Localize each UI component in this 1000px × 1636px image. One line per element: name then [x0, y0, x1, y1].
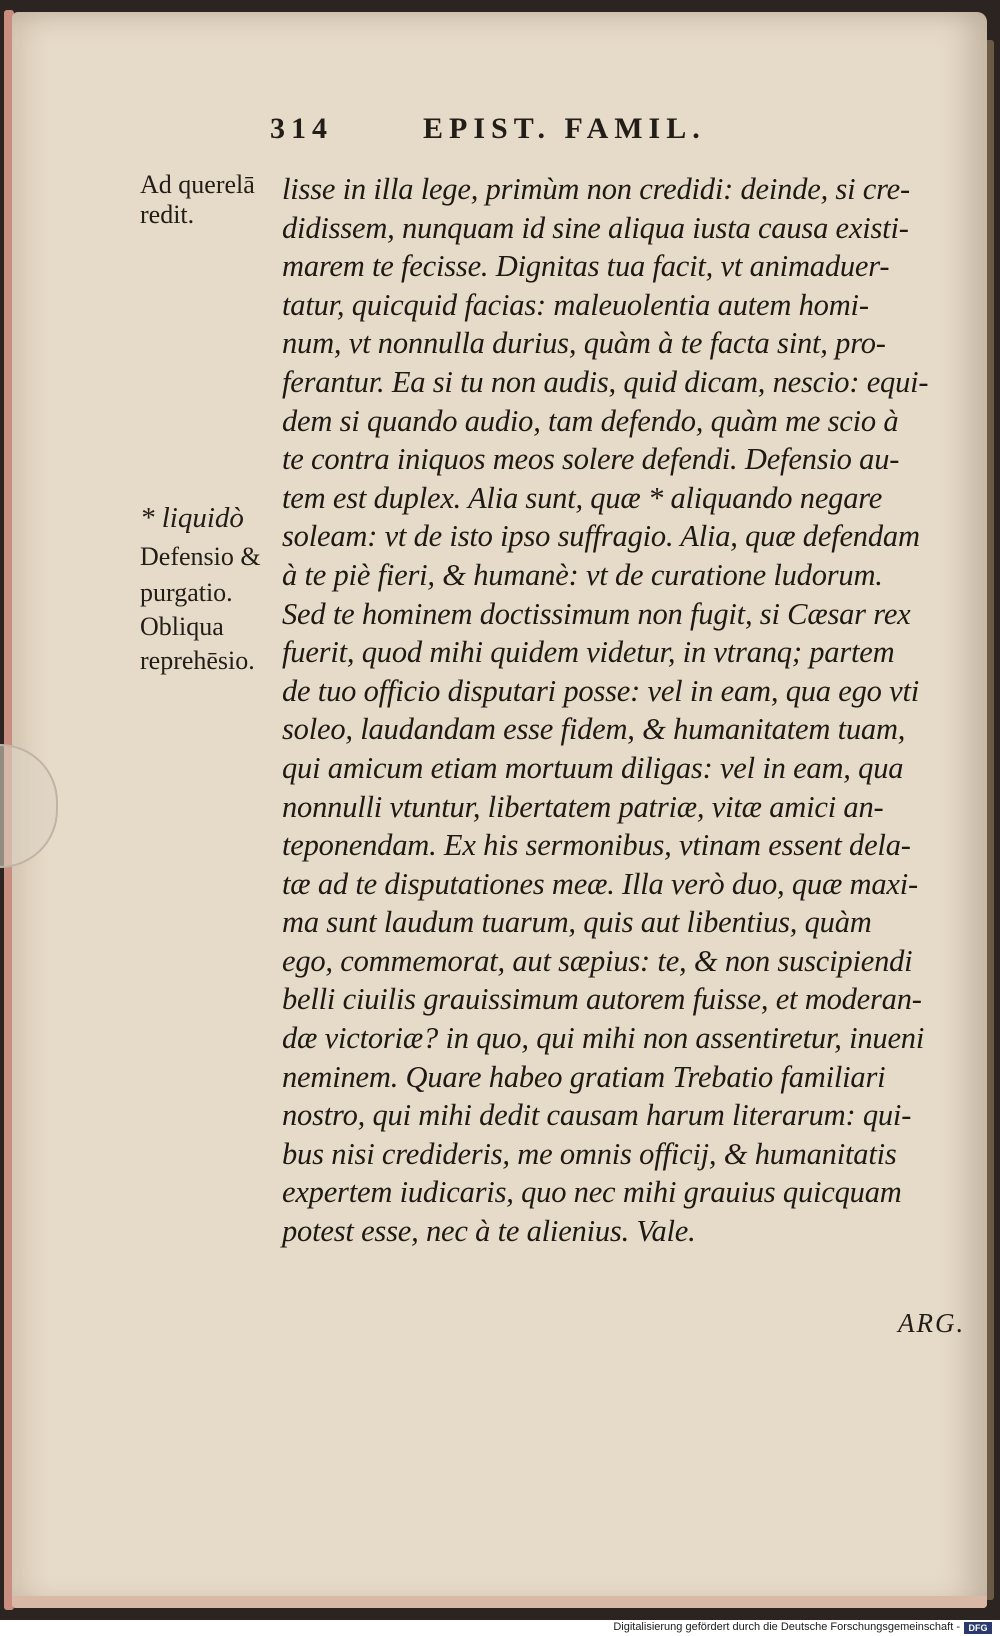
text-line: ma sunt laudum tuarum, quis aut libentius, quàm: [282, 905, 872, 940]
catchword: ARG.: [898, 1308, 966, 1338]
text-line: ego, commemorat, aut sæpius: te, & non suscipiendi: [282, 943, 913, 978]
text-line: dæ victoriæ? in quo, qui mihi non assentiretur, inueni: [282, 1021, 925, 1056]
text-line: didissem, nunquam id sine aliqua iusta causa existi-: [282, 210, 909, 245]
text-line: dem si quando audio, tam defendo, quàm me scio à: [282, 403, 899, 438]
text-line: nostro, qui mihi dedit causam harum literarum: qui-: [282, 1098, 912, 1133]
text-line: qui amicum etiam mortuum diligas: vel in eam, qua: [282, 750, 904, 785]
text-line: soleo, laudandam esse fidem, & humanitatem tuam,: [282, 712, 906, 747]
running-title: EPIST. FAMIL.: [423, 112, 706, 145]
text-line: nonnulli vtuntur, libertatem patriæ, vitæ amici an-: [282, 789, 884, 824]
dfg-logo: DFG: [964, 1622, 992, 1634]
text-line: num, vt nonnulla durius, quàm à te facta sint, pro-: [282, 326, 886, 361]
running-head: [270, 112, 830, 158]
text-line: teponendam. Ex his sermonibus, vtinam essent dela-: [282, 828, 911, 863]
margin-note: Obliqua: [140, 612, 224, 641]
text-line: Sed te hominem doctissimum non fugit, si Cæsar rex: [282, 596, 911, 631]
text-line: fuerit, quod mihi quidem videtur, in vtranq; partem: [282, 635, 895, 670]
text-line: ferantur. Ea si tu non audis, quid dicam, nescio: equi-: [282, 364, 929, 399]
text-line: tæ ad te disputationes meæ. Illa verò duo, quæ maxi-: [282, 866, 918, 901]
text-line: tatur, quicquid facias: maleuolentia autem homi-: [282, 287, 869, 322]
text-line: te contra iniquos meos solere defendi. Defensio au-: [282, 442, 900, 477]
text-line: belli ciuilis grauissimum autorem fuisse, et moderan-: [282, 982, 922, 1017]
page-number: 314: [270, 112, 333, 145]
margin-note: purgatio.: [140, 578, 233, 607]
text-line: à te piè fieri, & humanè: vt de curatione ludorum.: [282, 557, 883, 592]
margin-note: Ad querelā: [140, 170, 255, 199]
text-line: lisse in illa lege, primùm non credidi: deinde, si cre-: [282, 172, 910, 206]
footer-credit: Digitalisierung gefördert durch die Deutsche Forschungsgemeinschaft -: [613, 1621, 960, 1633]
text-line: de tuo officio disputari posse: vel in eam, qua ego vti: [282, 673, 920, 708]
text-line: potest esse, nec à te alienius. Vale.: [282, 1214, 696, 1249]
text-line: marem te fecisse. Dignitas tua facit, vt animaduer-: [282, 249, 890, 284]
page-edge-bottom: [12, 1596, 987, 1608]
text-line: bus nisi credideris, me omnis officij, & humanitatis: [282, 1136, 897, 1171]
text-line: expertem iudicaris, quo nec mihi grauius quicquam: [282, 1175, 902, 1210]
margin-note: Defensio &: [140, 542, 261, 571]
margin-note: * liquidò: [140, 502, 244, 534]
text-line: soleam: vt de isto ipso suffragio. Alia, quæ defendam: [282, 519, 920, 554]
text-line: neminem. Quare habeo gratiam Trebatio familiari: [282, 1059, 886, 1094]
text-line: tem est duplex. Alia sunt, quæ * aliquando negare: [282, 480, 883, 515]
margin-note: reprehēsio.: [140, 646, 255, 675]
body-text: [282, 170, 982, 1251]
margin-note: redit.: [140, 200, 195, 229]
